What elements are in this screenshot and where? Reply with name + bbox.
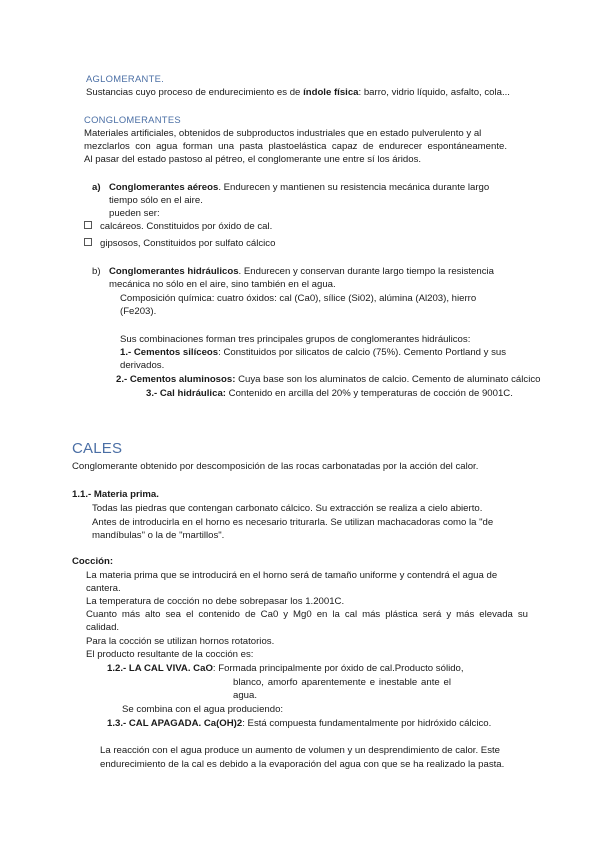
aereos-line3: pueden ser: bbox=[109, 208, 160, 219]
coccion-5: calidad. bbox=[86, 622, 120, 633]
section-title: Cocción: bbox=[72, 556, 114, 567]
heading-aglomerante: AGLOMERANTE. bbox=[86, 73, 165, 84]
bullet-text: calcáreos. Constituidos por óxido de cal. bbox=[100, 221, 273, 232]
checkbox-bullet-icon bbox=[84, 221, 92, 229]
coccion-7: El producto resultante de la cocción es: bbox=[86, 649, 254, 660]
checkbox-bullet-icon bbox=[84, 238, 92, 246]
materia-prima-1: Todas las piedras que contengan carbonato cálcico. Su extracción se realiza a cielo abierto. bbox=[92, 503, 483, 514]
text-part: : Formada principalmente por óxido de cal.Producto sólido, bbox=[212, 663, 464, 674]
coccion-title bbox=[72, 556, 113, 568]
bullet-gipsosos bbox=[84, 238, 275, 250]
coccion-6: Para la cocción se utilizan hornos rotatorios. bbox=[86, 636, 275, 647]
hidraulicos-line1 bbox=[109, 266, 494, 278]
reaccion-2: endurecimiento de la cal es debido a la evaporación del agua con que se ha realizado la pasta. bbox=[100, 759, 505, 770]
materia-prima-2: Antes de introducirla en el horno es necesario triturarla. Se utilizan machacadoras como la "de bbox=[92, 517, 494, 528]
term-bold: 3.- Cal hidráulica: bbox=[146, 388, 226, 399]
text-part: : Está compuesta fundamentalmente por hidróxido cálcico. bbox=[242, 718, 492, 729]
composicion-line1: Composición química: cuatro óxidos: cal (Ca0), sílice (Si02), alúmina (Al203), hierro bbox=[120, 293, 477, 304]
grupo-3 bbox=[146, 388, 513, 400]
conglomerantes-p3: Al pasar del estado pastoso al pétreo, el conglomerante une entre sí los áridos. bbox=[84, 154, 422, 165]
text-part: : barro, vidrio líquido, asfalto, cola... bbox=[358, 87, 510, 98]
section-title: 1.1.- Materia prima. bbox=[72, 489, 159, 500]
conglomerantes-p1: Materiales artificiales, obtenidos de subproductos industriales que en estado pulverulento y al bbox=[84, 128, 482, 139]
aereos-line1 bbox=[109, 182, 489, 194]
cal-viva-line2: blanco, amorfo aparentemente e inestable ante el bbox=[233, 677, 451, 688]
aglomerante-text bbox=[86, 87, 510, 99]
coccion-1: La materia prima que se introducirá en el horno será de tamaño uniforme y contendrá el agua de bbox=[86, 570, 498, 581]
conglomerantes-p2: mezclarlos con agua forman una pasta plastoelástica capaz de endurecer espontáneamente. bbox=[84, 141, 507, 152]
list-marker-a bbox=[92, 182, 101, 194]
term-bold: 1.2.- LA CAL VIVA. CaO bbox=[107, 663, 213, 674]
grupo-1 bbox=[120, 347, 506, 359]
bullet-calcareos bbox=[84, 221, 272, 233]
cal-apagada-line bbox=[107, 718, 491, 730]
text-part: : Constituidos por silicatos de calcio (75%). Cemento Portland y sus bbox=[218, 347, 507, 358]
heading-cales: CALES bbox=[72, 440, 123, 457]
cales-intro: Conglomerante obtenido por descomposición de las rocas carbonatadas por la acción del calor. bbox=[72, 461, 479, 472]
text-bold: índole física bbox=[303, 87, 359, 98]
cal-viva-line3: agua. bbox=[233, 690, 258, 701]
text-part: Sustancias cuyo proceso de endurecimiento es de bbox=[86, 87, 304, 98]
composicion-line2: (Fe203). bbox=[120, 306, 157, 317]
grupo-1-line2: derivados. bbox=[120, 360, 165, 371]
term-bold: 1.3.- CAL APAGADA. Ca(OH)2 bbox=[107, 718, 243, 729]
hidraulicos-line2: mecánica no sólo en el aire, sino también en el agua. bbox=[109, 279, 336, 290]
text-part: . Endurecen y mantienen su resistencia mecánica durante largo bbox=[218, 182, 490, 193]
coccion-2: cantera. bbox=[86, 583, 121, 594]
term-bold: Conglomerantes aéreos bbox=[109, 182, 219, 193]
materia-prima-title bbox=[72, 489, 159, 501]
marker: a) bbox=[92, 182, 101, 193]
combinaciones-line: Sus combinaciones forman tres principales grupos de conglomerantes hidráulicos: bbox=[120, 334, 471, 345]
text-part: . Endurecen y conservan durante largo tiempo la resistencia bbox=[238, 266, 494, 277]
heading-conglomerantes: CONGLOMERANTES bbox=[84, 114, 181, 125]
materia-prima-3: mandíbulas" o la de "martillos". bbox=[92, 530, 225, 541]
cal-viva-line1 bbox=[107, 663, 464, 675]
term-bold: 1.- Cementos silíceos bbox=[120, 347, 219, 358]
text-part: Cuya base son los aluminatos de calcio. Cemento de aluminato cálcico bbox=[235, 374, 541, 385]
term-bold: 2.- Cementos aluminosos: bbox=[116, 374, 236, 385]
coccion-3: La temperatura de cocción no debe sobrepasar los 1.2001C. bbox=[86, 596, 345, 607]
combina-line: Se combina con el agua produciendo: bbox=[122, 704, 284, 715]
term-bold: Conglomerantes hidráulicos bbox=[109, 266, 239, 277]
bullet-text: gipsosos, Constituidos por sulfato cálcico bbox=[100, 238, 276, 249]
coccion-4: Cuanto más alto sea el contenido de Ca0 y Mg0 en la cal más plástica será y más elevada su bbox=[86, 609, 528, 620]
grupo-2 bbox=[116, 374, 540, 386]
list-marker-b: b) bbox=[92, 266, 101, 277]
aereos-line2: tiempo sólo en el aire. bbox=[109, 195, 203, 206]
reaccion-1: La reacción con el agua produce un aumento de volumen y un desprendimiento de calor. Este bbox=[100, 745, 500, 756]
text-part: Contenido en arcilla del 20% y temperaturas de cocción de 9001C. bbox=[225, 388, 513, 399]
